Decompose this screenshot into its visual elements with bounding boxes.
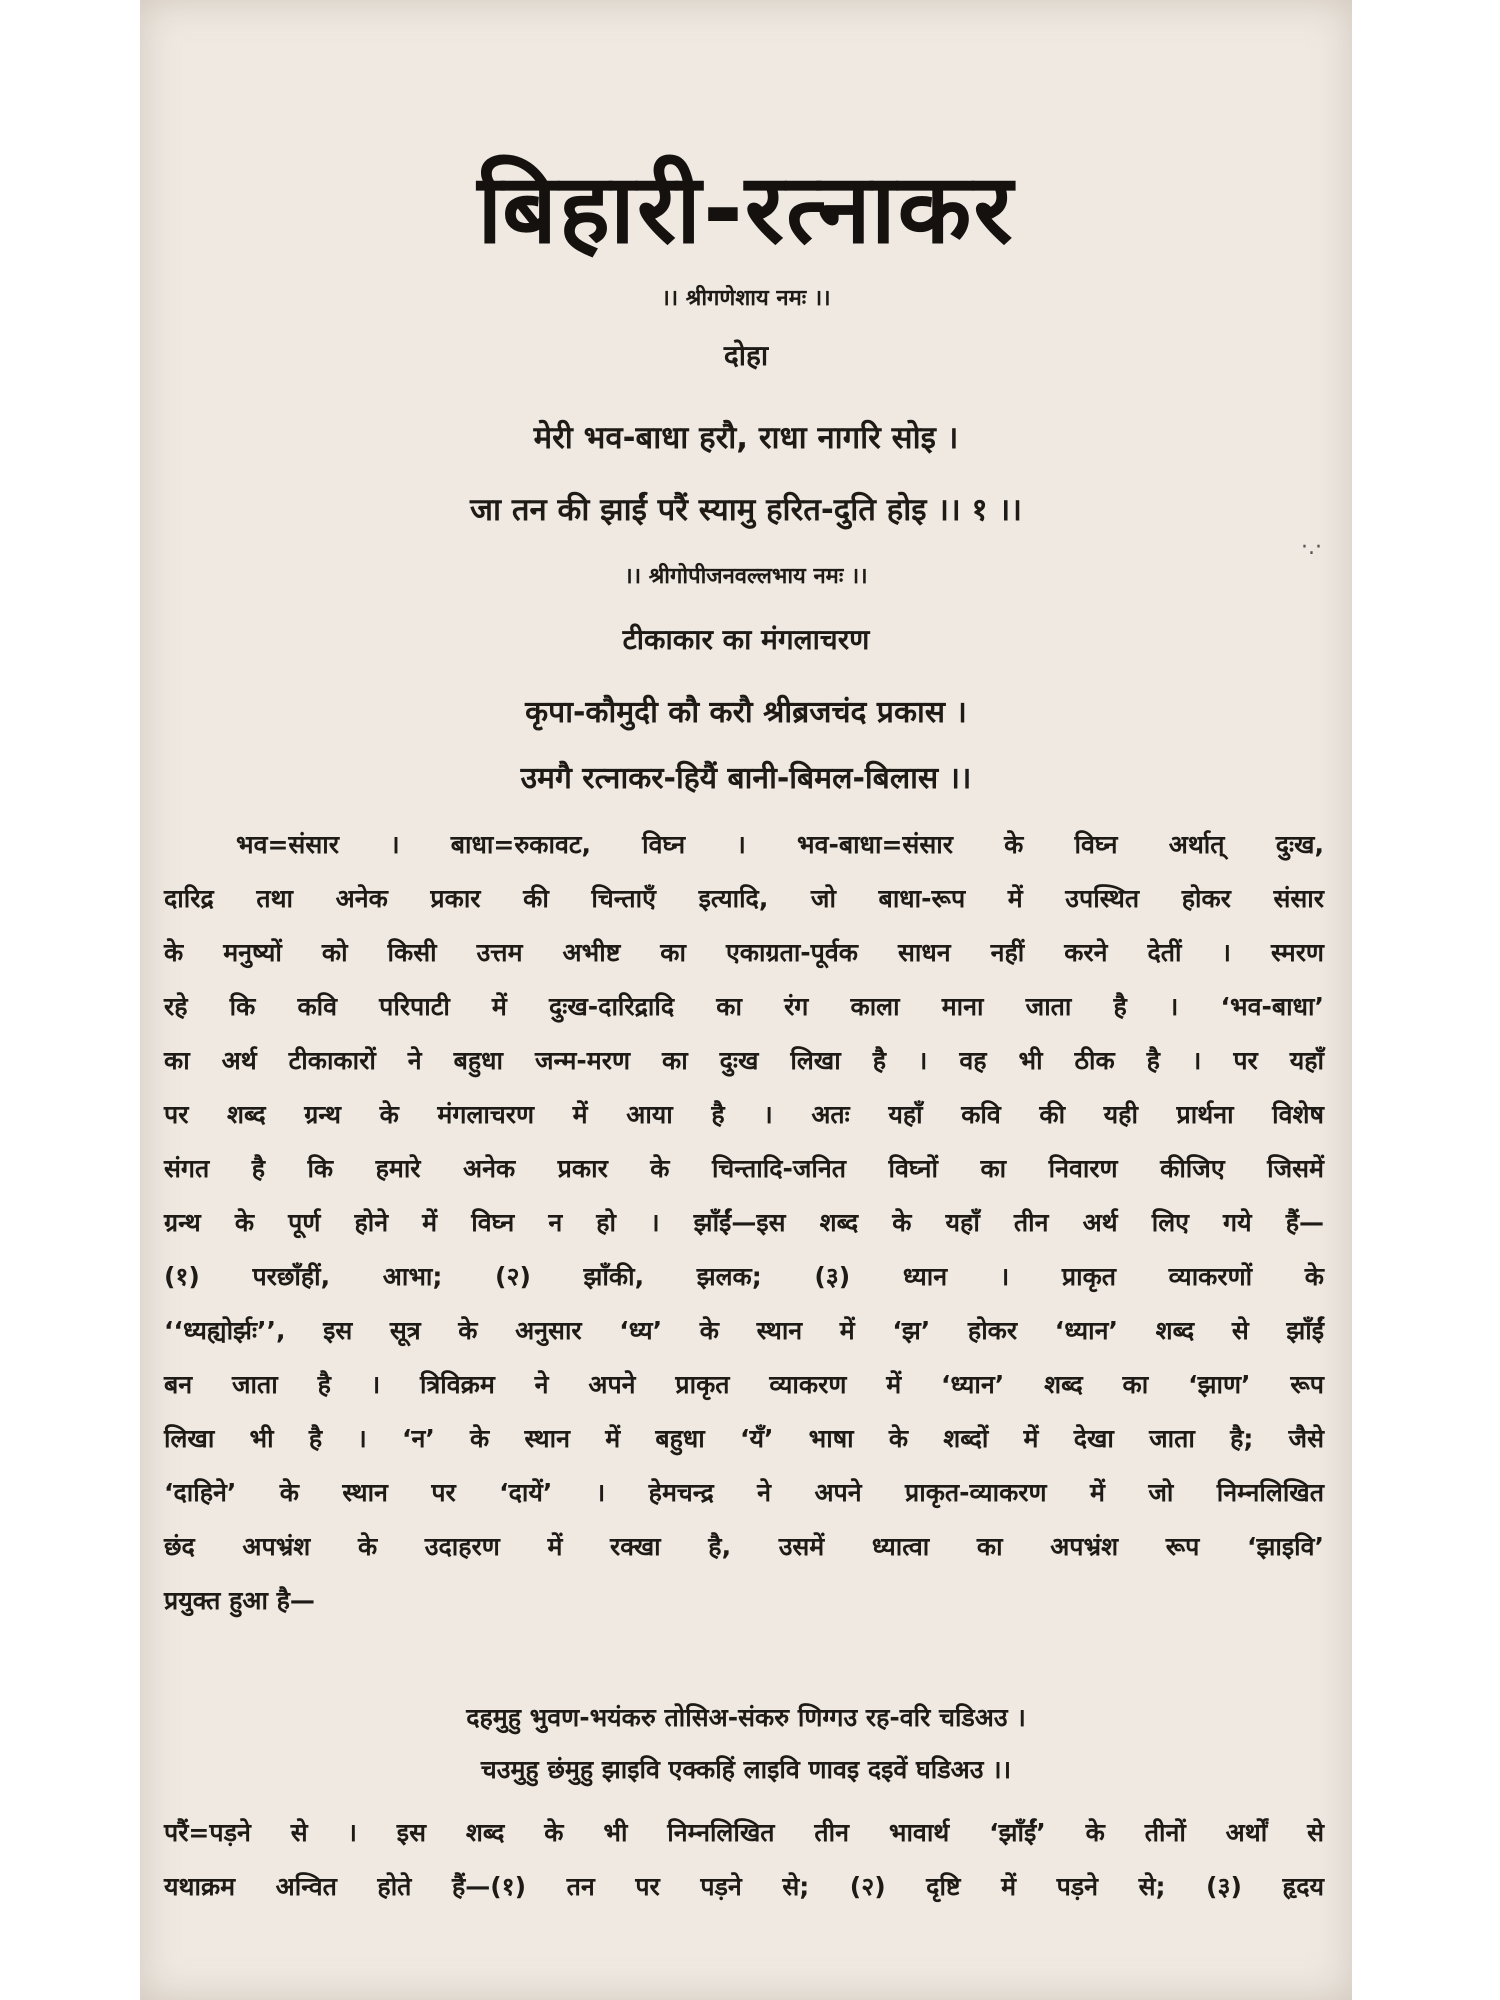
commentary-couplet-line-2: उमगै रत्नाकर-हियैं बानी-बिमल-बिलास ।। <box>520 761 972 796</box>
paragraph-line: लिखा भी है । ‘न’ के स्थान में बहुधा ‘यँ’ भाषा के शब्दों में देखा जाता है; जैसे <box>164 1424 1324 1453</box>
margin-mark: ·.· <box>1301 535 1322 560</box>
page-title: बिहारी-रत्नाकर <box>477 153 1015 265</box>
book-page <box>140 0 1352 2000</box>
paragraph-line: संगत है कि हमारे अनेक प्रकार के चिन्तादि-जनित विघ्नों का निवारण कीजिए जिसमें <box>164 1154 1324 1183</box>
paragraph-line: ‘‘ध्यह्योर्झः’’, इस सूत्र के अनुसार ‘ध्य’ के स्थान में ‘झ’ होकर ‘ध्यान’ शब्द से झाँईं <box>164 1316 1324 1345</box>
doha-line-1: मेरी भव-बाधा हरौ, राधा नागरि सोइ । <box>533 420 959 456</box>
commentary-heading: टीकाकार का मंगलाचरण <box>622 623 870 656</box>
invocation-ganesha: ।। श्रीगणेशाय नमः ।। <box>661 286 831 311</box>
paragraph-line: छंद अपभ्रंश के उदाहरण में रक्खा है, उसमें ध्यात्वा का अपभ्रंश रूप ‘झाइवि’ <box>164 1532 1324 1561</box>
doha-line-2: जा तन की झाईं परैं स्यामु हरित-दुति होइ ।। १ ।। <box>470 492 1022 528</box>
commentary-paragraph-1 <box>164 818 1324 1628</box>
commentary-couplet-line-1: कृपा-कौमुदी कौ करौ श्रीब्रजचंद प्रकास । <box>525 695 967 730</box>
invocation-gopijan: ।। श्रीगोपीजनवल्लभाय नमः ।। <box>624 564 868 589</box>
apabhramsha-verse-line-1: दहमुहु भुवण-भयंकरु तोसिअ-संकरु णिग्गउ रह-वरि चडिअउ । <box>466 1703 1026 1732</box>
paragraph-line: बन जाता है । त्रिविक्रम ने अपने प्राकृत व्याकरण में ‘ध्यान’ शब्द का ‘झाण’ रूप <box>164 1370 1324 1399</box>
paragraph-line: ‘दाहिने’ के स्थान पर ‘दायें’ । हेमचन्द्र ने अपने प्राकृत-व्याकरण में जो निम्नलिखित <box>164 1478 1324 1507</box>
paragraph-line: प्रयुक्त हुआ है— <box>164 1586 315 1615</box>
paragraph-line: भव=संसार । बाधा=रुकावट, विघ्न । भव-बाधा=संसार के विघ्न अर्थात् दुःख, <box>236 830 1324 859</box>
doha-heading: दोहा <box>723 339 769 372</box>
paragraph-line: (१) परछाँहीं, आभा; (२) झाँकी, झलक; (३) ध्यान । प्राकृत व्याकरणों के <box>164 1262 1324 1291</box>
paragraph-line: रहे कि कवि परिपाटी में दुःख-दारिद्रादि का रंग काला माना जाता है । ‘भव-बाधा’ <box>164 992 1324 1021</box>
paragraph-line: दारिद्र तथा अनेक प्रकार की चिन्ताएँ इत्यादि, जो बाधा-रूप में उपस्थित होकर संसार <box>164 884 1324 913</box>
paragraph-line: ग्रन्थ के पूर्ण होने में विघ्न न हो । झाँईं—इस शब्द के यहाँ तीन अर्थ लिए गये हैं— <box>164 1208 1324 1237</box>
paragraph-line: परैं=पड़ने से । इस शब्द के भी निम्नलिखित तीन भावार्थ ‘झाँईं’ के तीनों अर्थों से <box>164 1818 1324 1847</box>
paragraph-line: यथाक्रम अन्वित होते हैं—(१) तन पर पड़ने से; (२) दृष्टि में पड़ने से; (३) हृदय <box>164 1872 1324 1901</box>
commentary-paragraph-2 <box>164 1806 1324 1914</box>
paragraph-line: पर शब्द ग्रन्थ के मंगलाचरण में आया है । अतः यहाँ कवि की यही प्रार्थना विशेष <box>164 1100 1324 1129</box>
paragraph-line: के मनुष्यों को किसी उत्तम अभीष्ट का एकाग्रता-पूर्वक साधन नहीं करने देतीं । स्मरण <box>164 938 1324 967</box>
apabhramsha-verse-line-2: चउमुहु छंमुहु झाइवि एक्कहिं लाइवि णावइ दइवें घडिअउ ।। <box>480 1755 1012 1784</box>
paragraph-line: का अर्थ टीकाकारों ने बहुधा जन्म-मरण का दुःख लिखा है । वह भी ठीक है । पर यहाँ <box>164 1046 1324 1075</box>
